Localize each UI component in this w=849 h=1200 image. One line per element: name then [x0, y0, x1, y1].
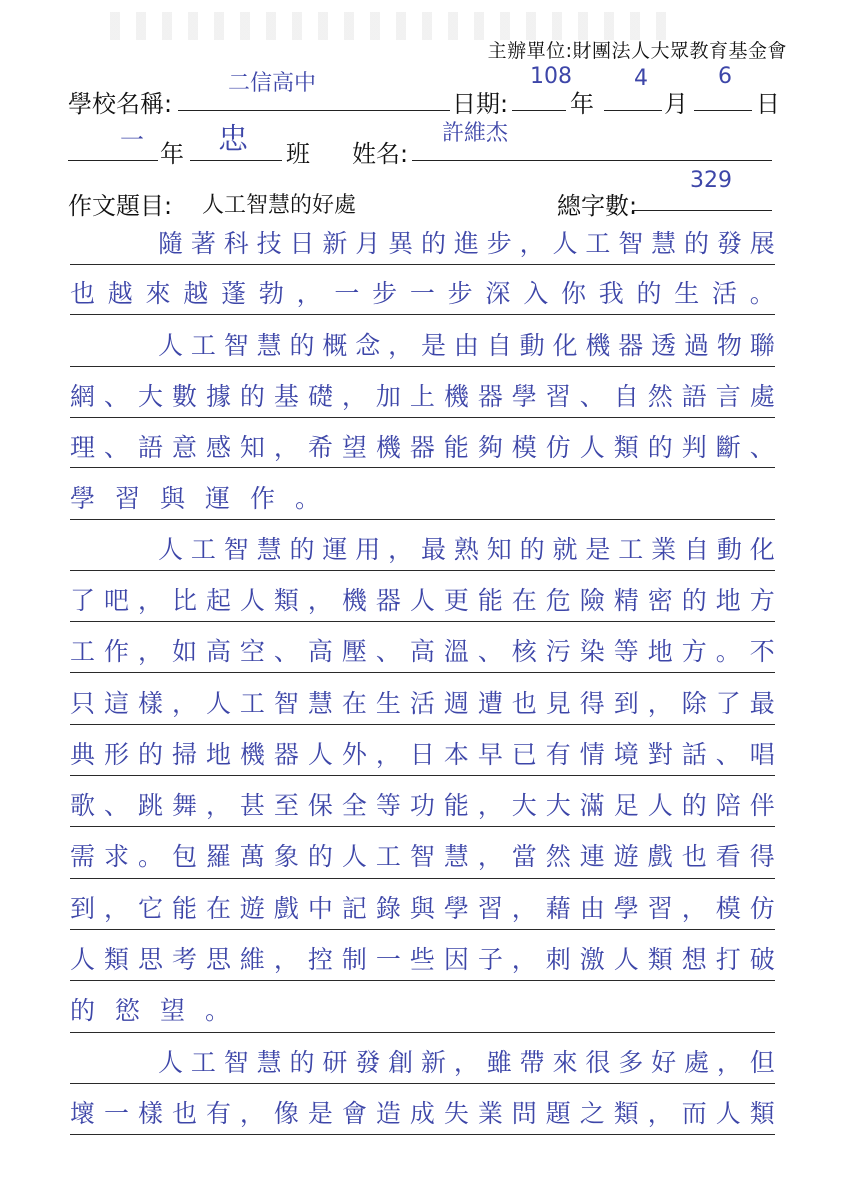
topic-value: 人工智慧的好處: [202, 193, 357, 218]
ruled-line: [70, 1134, 775, 1135]
day-underline: [694, 110, 752, 111]
essay-line: 人 工 智 慧 的 運 用 ， 最 熟 知 的 就 是 工 業 自 動 化: [158, 535, 775, 564]
essay-line: 只 這 樣 ， 人 工 智 慧 在 生 活 週 遭 也 見 得 到 ， 除 了 最: [70, 689, 775, 718]
ruled-line: [70, 621, 775, 622]
grade-underline: [68, 160, 158, 161]
ruled-line: [70, 980, 775, 981]
essay-line: 到 ， 它 能 在 遊 戲 中 記 錄 與 學 習 ， 藉 由 學 習 ， 模 仿: [70, 894, 775, 923]
grade-unit: 年: [160, 140, 184, 168]
month-underline: [604, 110, 662, 111]
day-value: 6: [718, 64, 732, 89]
count-underline: [632, 210, 772, 211]
essay-line: 歌 、 跳 舞 ， 甚 至 保 全 等 功 能 ， 大 大 滿 足 人 的 陪 伴: [70, 791, 775, 820]
ruled-line: [70, 724, 775, 725]
ruled-line: [70, 1083, 775, 1084]
essay-line: 了 吧 ， 比 起 人 類 ， 機 器 人 更 能 在 危 險 精 密 的 地 方: [70, 586, 775, 615]
count-value: 329: [690, 168, 732, 193]
ruled-line: [70, 929, 775, 930]
essay-line: 理 、 語 意 感 知 ， 希 望 機 器 能 夠 模 仿 人 類 的 判 斷 、: [70, 433, 775, 462]
year-value: 108: [530, 64, 572, 89]
month-unit: 月: [664, 90, 688, 118]
year-unit: 年: [570, 90, 594, 118]
organizer-label: 主辦單位:財團法人大眾教育基金會: [487, 40, 787, 62]
year-underline: [512, 110, 566, 111]
name-underline: [412, 160, 772, 161]
ruled-line: [70, 519, 775, 520]
ruled-line: [70, 1032, 775, 1033]
name-label: 姓名:: [352, 140, 409, 168]
ruled-line: [70, 314, 775, 315]
school-value: 二信高中: [228, 71, 317, 96]
essay-line: 人 工 智 慧 的 研 發 創 新 ， 雖 帶 來 很 多 好 處 ， 但: [158, 1048, 775, 1077]
essay-line: 需 求 。 包 羅 萬 象 的 人 工 智 慧 ， 當 然 連 遊 戲 也 看 得: [70, 842, 775, 871]
school-label: 學校名稱:: [68, 90, 173, 118]
ruled-line: [70, 672, 775, 673]
class-underline: [190, 160, 282, 161]
essay-line: 工 作 ， 如 高 空 、 高 壓 、 高 溫 、 核 污 染 等 地 方 。 不: [70, 637, 775, 666]
class-value: 忠: [218, 122, 248, 157]
essay-line: 學習與運作。: [70, 484, 341, 513]
date-label: 日期:: [452, 90, 509, 118]
ruled-line: [70, 366, 775, 367]
essay-line: 網 、 大 數 據 的 基 礎 ， 加 上 機 器 學 習 、 自 然 語 言 處: [70, 382, 775, 411]
ruled-line: [70, 417, 775, 418]
ruled-line: [70, 878, 775, 879]
topic-label: 作文題目:: [68, 192, 173, 220]
essay-line: 壞 一 樣 也 有 ， 像 是 會 造 成 失 業 問 題 之 類 ， 而 人 類: [70, 1099, 775, 1128]
ruled-line: [70, 775, 775, 776]
month-value: 4: [634, 66, 648, 91]
ruled-line: [70, 264, 775, 265]
grade-value: 一: [120, 126, 144, 154]
essay-line: 典 形 的 掃 地 機 器 人 外 ， 日 本 早 已 有 情 境 對 話 、 唱: [70, 740, 775, 769]
ruled-line: [70, 467, 775, 468]
ruled-line: [70, 570, 775, 571]
essay-line: 人 工 智 慧 的 概 念 ， 是 由 自 動 化 機 器 透 過 物 聯: [158, 331, 775, 360]
day-unit: 日: [756, 90, 780, 118]
school-underline: [178, 110, 450, 111]
essay-line: 的慾望。: [70, 996, 251, 1025]
name-value: 許維杰: [442, 121, 509, 146]
essay-line: 隨 著 科 技 日 新 月 異 的 進 步 ， 人 工 智 慧 的 發 展: [158, 229, 775, 258]
class-unit: 班: [286, 140, 310, 168]
essay-line: 人 類 思 考 思 維 ， 控 制 一 些 因 子 ， 刺 激 人 類 想 打 破: [70, 945, 775, 974]
count-label: 總字數:: [557, 192, 638, 220]
ruled-line: [70, 826, 775, 827]
essay-line: 也 越 來 越 蓬 勃 ， 一 步 一 步 深 入 你 我 的 生 活 。: [70, 279, 775, 308]
